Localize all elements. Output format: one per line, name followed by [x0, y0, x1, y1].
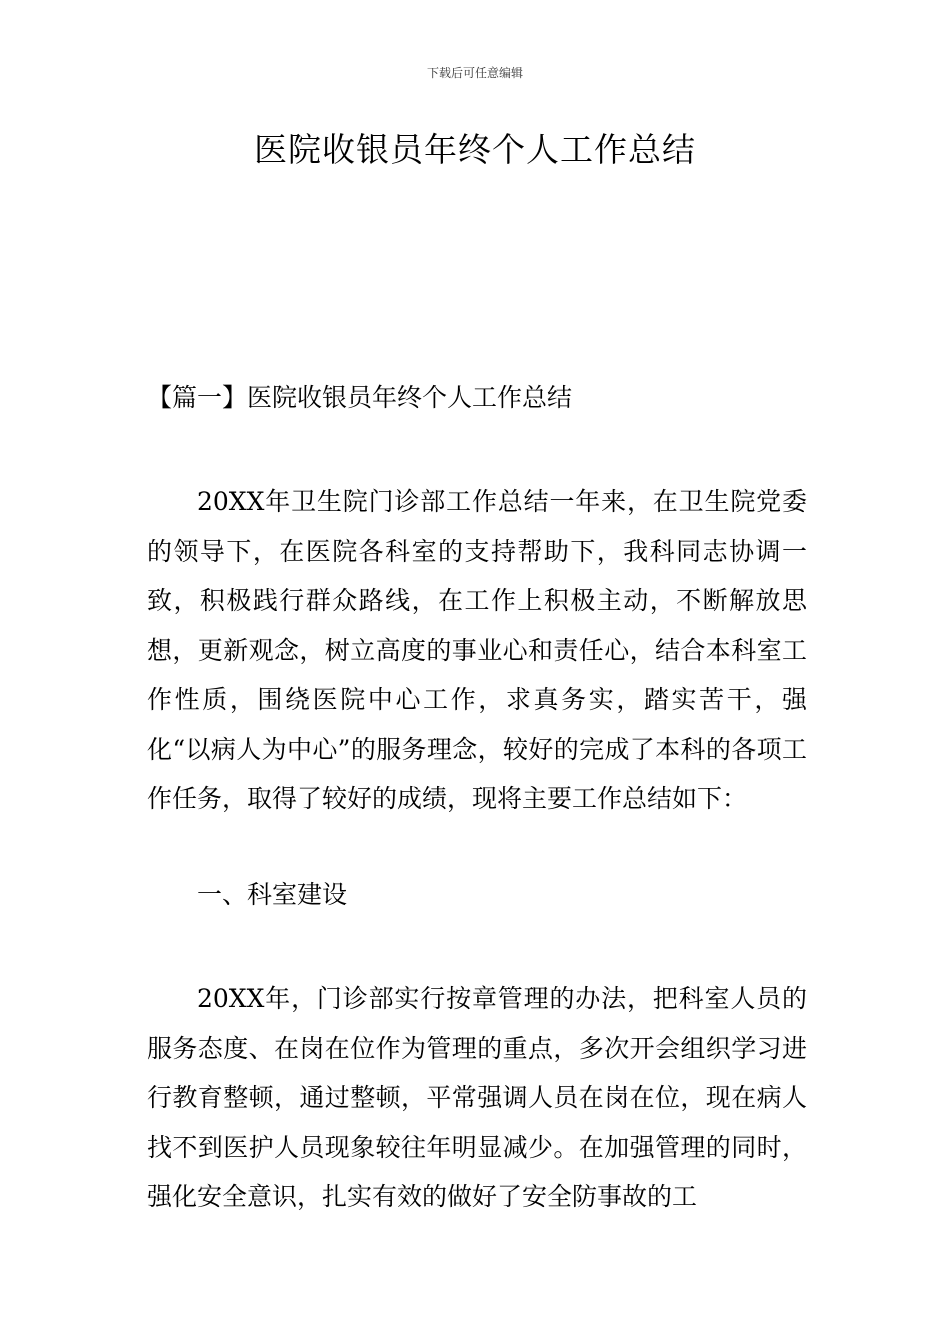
intro-paragraph: 20XX年卫生院门诊部工作总结一年来，在卫生院党委的领导下，在医院各科室的支持帮助下，我科同志协调一致，积极践行群众路线，在工作上积极主动，不断解放思想，更新观念，树立高度的事业心和责任心，结合本科室工作性质，围绕医院中心工作，求真务实，踏实苦干，强化“以病人为中心”的服务理念，较好的完成了本科的各项工作任务，取得了较好的成绩，现将主要工作总结如下：	[147, 487, 807, 813]
section-title: 【篇一】医院收银员年终个人工作总结	[147, 383, 573, 412]
document-title: 医院收银员年终个人工作总结	[254, 130, 696, 169]
heading-department-building: 一、科室建设	[197, 880, 348, 909]
header-note: 下载后可任意编辑	[426, 66, 523, 80]
department-building-paragraph: 20XX年，门诊部实行按章管理的办法，把科室人员的服务态度、在岗在位作为管理的重点，多次开会组织学习进行教育整顿，通过整顿，平常强调人员在岗在位，现在病人找不到医护人员现象较往年明显减少。在加强管理的同时，强化安全意识，扎实有效的做好了安全防事故的工	[147, 984, 807, 1211]
